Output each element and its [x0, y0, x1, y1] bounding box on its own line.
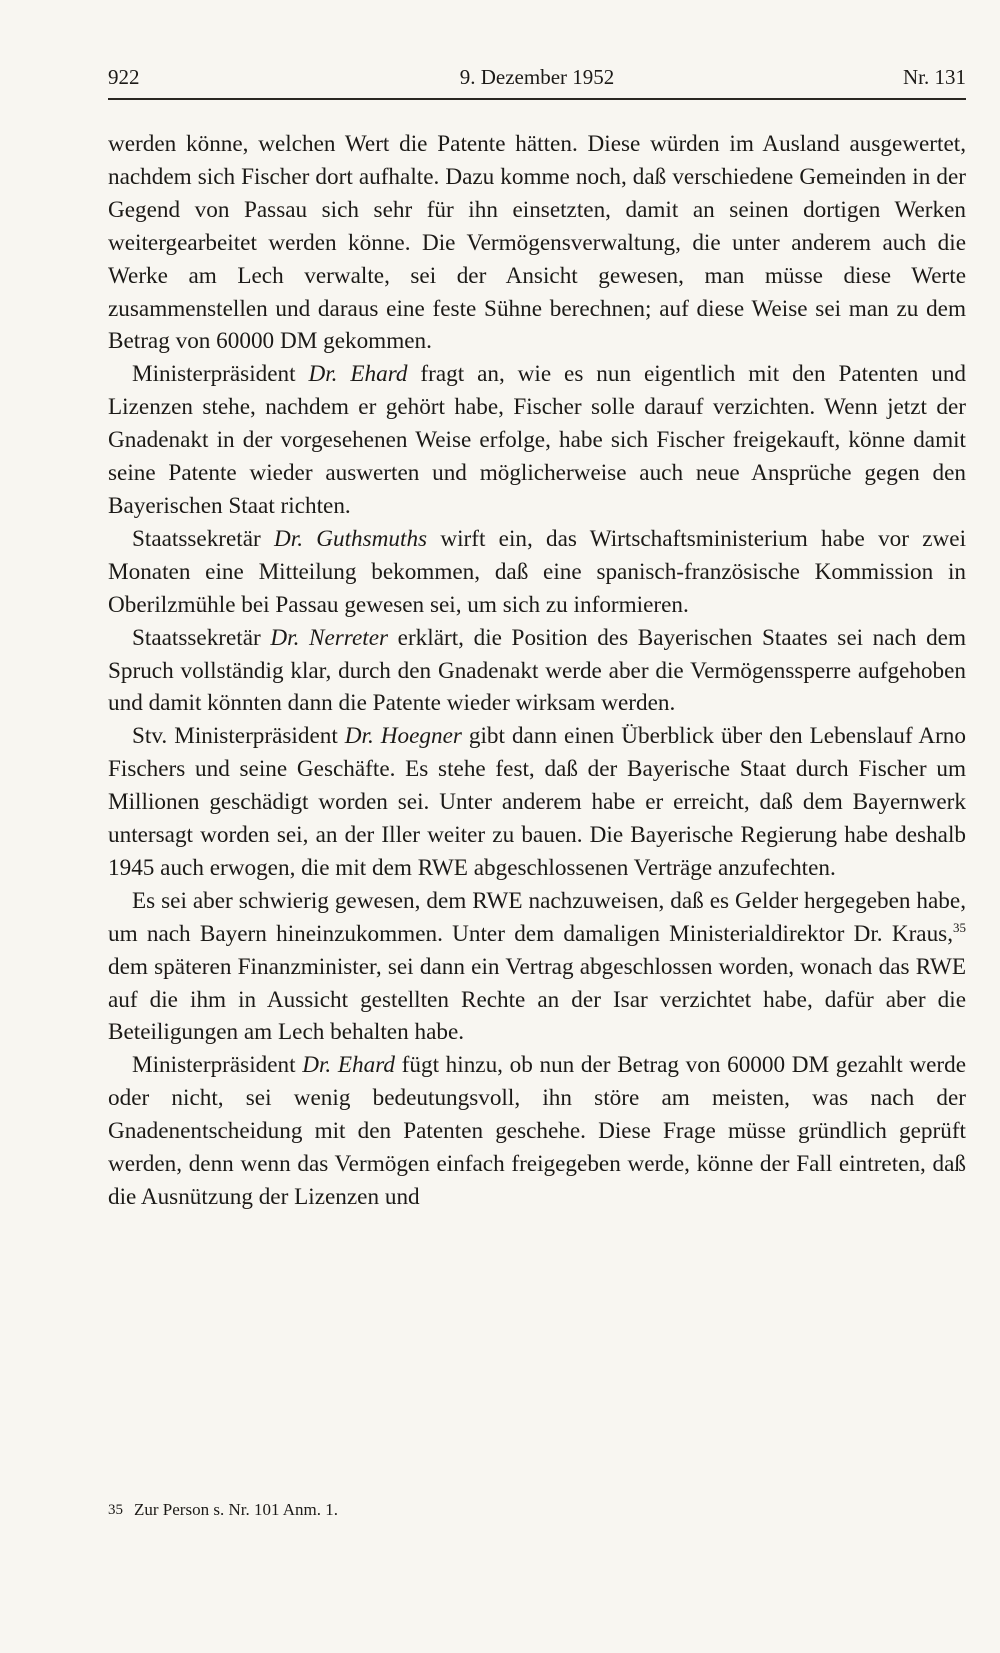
text-segment: Ministerpräsident	[132, 1052, 303, 1079]
footnote-list	[108, 1498, 966, 1522]
body-text	[108, 128, 966, 1214]
text-segment: Ministerpräsident	[132, 361, 309, 388]
text-segment: wirft ein, das Wirtschaftsministerium habe vor zwei Monaten eine Mitteilung bekommen, daß eine spanisch-französische Kommission in Oberilzmühle bei Passau gewesen sei, um sich zu informieren.	[108, 525, 967, 618]
text-segment: fügt hinzu, ob nun der Betrag von 60000 DM gezahlt werde oder nicht, sei wenig bedeutungsvoll, ihn störe am meisten, was nach der Gnadenentscheidung mit den Patenten geschehe. Diese Frage müsse gründlich geprüft werden, denn wenn das Vermögen einfach freigegeben werde, könne der Fall eintreten, daß die Ausnützung der Lizenzen und	[108, 1052, 966, 1210]
text-segment: Staatssekretär	[132, 624, 271, 651]
header-rule	[108, 98, 966, 100]
footnote	[108, 1498, 966, 1522]
text-segment: gibt dann einen Überblick über den Lebenslauf Arno Fischers und seine Geschäfte. Es stehe fest, daß der Bayerische Staat durch Fischer um Millionen geschädigt worden sei. Unter anderem habe er erreicht, daß dem Bayernwerk untersagt worden sei, an der Iller weiter zu bauen. Die Bayerische Regierung habe deshalb 1945 auch erwogen, die mit dem RWE abgeschlossenen Verträge anzufechten.	[108, 723, 966, 881]
paragraph	[108, 1049, 966, 1214]
speaker-name: Dr. Ehard	[308, 361, 408, 388]
footnote-text: Zur Person s. Nr. 101 Anm. 1.	[134, 1500, 338, 1519]
text-segment: dem späteren Finanzminister, sei dann ein Vertrag abgeschlossen worden, wonach das RWE auf die ihm in Aussicht gestellten Rechte an der Isar verzichtet habe, dafür aber die Beteiligungen am Lech behalten habe.	[108, 953, 966, 1046]
running-header	[108, 60, 966, 94]
document-page	[108, 60, 966, 1214]
paragraph	[108, 358, 966, 523]
paragraph	[108, 523, 966, 622]
footnotes	[108, 1498, 966, 1522]
header-document-number: Nr. 131	[903, 65, 966, 89]
header-date: 9. Dezember 1952	[459, 65, 615, 89]
text-segment: Stv. Ministerpräsident	[132, 723, 345, 750]
text-segment: werden könne, welchen Wert die Patente hätten. Diese würden im Ausland ausgewertet, nachdem sich Fischer dort aufhalte. Dazu komme noch, daß verschiedene Gemeinden in der Gegend von Passau sich sehr für ihn einsetzten, damit an seinen dortigen Werken weitergearbeitet werden könne. Die Vermögensverwaltung, die unter anderem auch die Werke am Lech verwalte, sei der Ansicht gewesen, man müsse diese Werte zusammenstellen und daraus eine feste Sühne berechnen; auf diese Weise sei man zu dem Betrag von 60000 DM gekommen.	[108, 131, 966, 355]
speaker-name: Dr. Hoegner	[344, 723, 462, 750]
paragraph	[108, 128, 966, 358]
speaker-name: Dr. Guthsmuths	[274, 525, 428, 552]
text-segment: fragt an, wie es nun eigentlich mit den Patenten und Lizenzen stehe, nachdem er gehört habe, Fischer solle darauf verzichten. Wenn jetzt der Gnadenakt in der vorgesehenen Weise erfolge, habe sich Fischer freigekauft, könne damit seine Patente wieder auswerten und möglicherweise auch neue Ansprüche gegen den Bayerischen Staat richten.	[108, 361, 967, 519]
footnote-reference: 35	[953, 919, 966, 935]
speaker-name: Dr. Ehard	[302, 1052, 395, 1079]
speaker-name: Dr. Nerreter	[270, 624, 389, 651]
text-segment: Staatssekretär	[132, 525, 275, 552]
page-number: 922	[108, 65, 140, 89]
paragraph	[108, 885, 966, 1050]
paragraph	[108, 720, 966, 885]
footnote-mark: 35	[108, 1502, 123, 1518]
paragraph	[108, 622, 966, 721]
text-segment: Es sei aber schwierig gewesen, dem RWE nachzuweisen, daß es Gelder hergegeben habe, um nach Bayern hineinzukommen. Unter dem damaligen Ministerialdirektor Dr. Kraus,	[108, 887, 966, 947]
text-segment: erklärt, die Position des Bayerischen Staates sei nach dem Spruch vollständig klar, durch den Gnadenakt werde aber die Vermögenssperre aufgehoben und damit könnten dann die Patente wieder wirksam werden.	[108, 624, 967, 717]
